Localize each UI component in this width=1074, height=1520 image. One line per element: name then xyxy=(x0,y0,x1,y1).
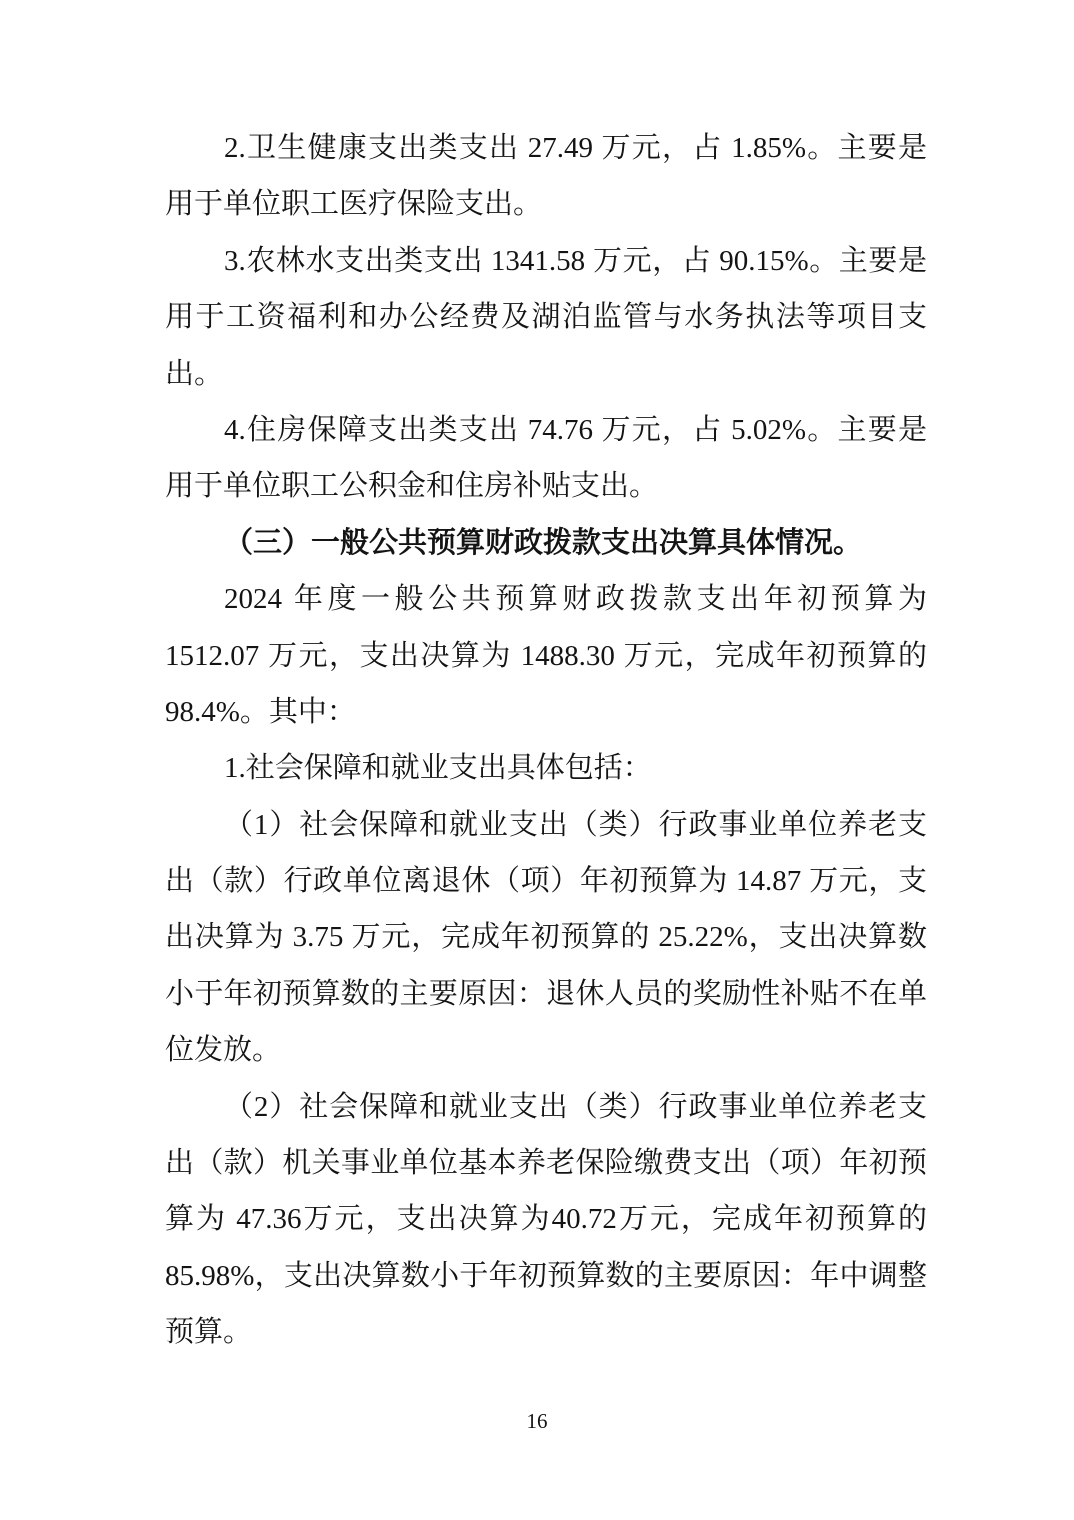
text-line: 4.住房保障支出类支出 74.76 万元，占 5.02%。主要是 xyxy=(224,413,927,446)
text-line: 98.4%。其中： xyxy=(165,695,356,728)
text-line: 用于单位职工公积金和住房补贴支出。 xyxy=(165,470,659,503)
section-heading-text: （三）一般公共预算财政拨款支出决算具体情况。 xyxy=(224,526,863,559)
text-line: 出。 xyxy=(165,357,224,390)
paragraph-budget-overview xyxy=(165,571,927,740)
text-line: 1512.07 万元，支出决算为 1488.30 万元，完成年初预算的 xyxy=(165,639,927,672)
text-line: 3.农林水支出类支出 1341.58 万元，占 90.15%。主要是 xyxy=(224,244,927,277)
text-line: 2024 年度一般公共预算财政拨款支出年初预算为 xyxy=(224,583,927,616)
document-body xyxy=(165,120,927,1361)
text-line: 85.98%，支出决算数小于年初预算数的主要原因：年中调整 xyxy=(165,1259,927,1292)
paragraph-social-security-intro xyxy=(165,740,927,796)
paragraph-agriculture-water-expenditure xyxy=(165,233,927,402)
paragraph-social-security-item-2 xyxy=(165,1079,927,1361)
text-line: （2）社会保障和就业支出（类）行政事业单位养老支 xyxy=(224,1090,927,1123)
text-line: 用于单位职工医疗保险支出。 xyxy=(165,188,543,221)
text-line: 出（款）机关事业单位基本养老保险缴费支出（项）年初预 xyxy=(165,1147,927,1180)
paragraph-health-expenditure xyxy=(165,120,927,233)
text-line: （1）社会保障和就业支出（类）行政事业单位养老支 xyxy=(224,808,927,841)
text-line: 算为 47.36万元，支出决算为40.72万元，完成年初预算的 xyxy=(165,1203,927,1236)
text-line: 位发放。 xyxy=(165,1034,282,1067)
page-number: 16 xyxy=(526,1409,548,1433)
section-heading-budget-details xyxy=(165,515,927,571)
text-line: 出（款）行政单位离退休（项）年初预算为 14.87 万元，支 xyxy=(165,865,927,898)
text-line: 小于年初预算数的主要原因：退休人员的奖励性补贴不在单 xyxy=(165,977,927,1010)
paragraph-housing-expenditure xyxy=(165,402,927,515)
text-line: 2.卫生健康支出类支出 27.49 万元，占 1.85%。主要是 xyxy=(224,132,927,164)
text-line: 用于工资福利和办公经费及湖泊监管与水务执法等项目支 xyxy=(165,301,927,334)
text-line: 预算。 xyxy=(165,1316,253,1349)
text-line: 出决算为 3.75 万元，完成年初预算的 25.22%，支出决算数 xyxy=(165,921,927,954)
text-line: 1.社会保障和就业支出具体包括： xyxy=(224,752,652,785)
paragraph-social-security-item-1 xyxy=(165,797,927,1079)
